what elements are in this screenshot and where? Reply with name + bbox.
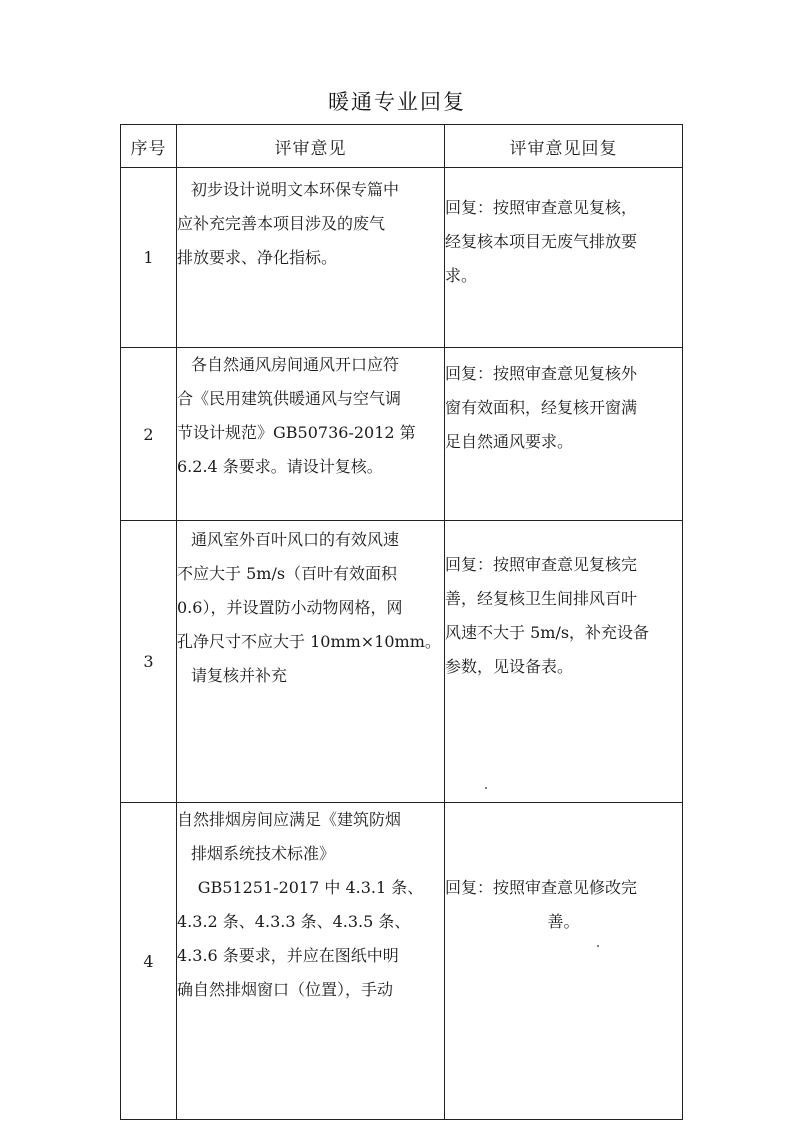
table-row: [121, 168, 683, 348]
opinion-line: GB51251-2017 中 4.3.1 条、: [197, 878, 424, 897]
reply-line: 风速不大于 5m/s，补充设备: [445, 623, 650, 642]
opinion-line: 自然排烟房间应满足《建筑防烟: [177, 810, 402, 829]
opinion-cell: [177, 521, 445, 803]
table-row: [121, 348, 683, 521]
opinion-line: 4.3.6 条要求，并应在图纸中明: [177, 946, 399, 965]
opinion-line: 孔净尺寸不应大于 10mm×10mm。: [177, 632, 441, 651]
row-number: 1: [121, 168, 177, 348]
opinion-line: 通风室外百叶风口的有效风速: [191, 530, 400, 549]
reply-line: 经复核本项目无废气排放要: [445, 232, 638, 251]
opinion-line: 确自然排烟窗口（位置），手动: [177, 980, 394, 999]
header-reply: 评审意见回复: [445, 125, 683, 168]
reply-line: 回复：按照审查意见复核，: [445, 198, 638, 217]
header-no: 序号: [121, 125, 177, 168]
opinion-line: 各自然通风房间通风开口应符: [191, 355, 400, 374]
review-table: [120, 124, 683, 1120]
reply-line: 参数，见设备表。: [445, 657, 574, 676]
scan-speck: [485, 787, 487, 789]
row-number: 4: [121, 803, 177, 1120]
table-row: [121, 521, 683, 803]
reply-line: 善，经复核卫生间排风百叶: [445, 589, 638, 608]
opinion-line: 应补充完善本项目涉及的废气: [177, 214, 386, 233]
reply-line: 善。: [547, 912, 580, 931]
reply-line: 足自然通风要求。: [445, 432, 574, 451]
opinion-line: 排放要求、净化指标。: [177, 248, 338, 267]
opinion-line: 6.2.4 条要求。请设计复核。: [177, 457, 383, 476]
reply-cell: [445, 168, 683, 348]
opinion-line: 初步设计说明文本环保专篇中: [191, 180, 400, 199]
reply-line: 回复：按照审查意见复核完: [445, 555, 638, 574]
opinion-cell: [177, 348, 445, 521]
scan-speck: [597, 945, 599, 947]
page-title: 暖通专业回复: [328, 90, 466, 114]
reply-cell: [445, 803, 683, 1120]
reply-line: 窗有效面积，经复核开窗满: [445, 398, 638, 417]
opinion-line: 4.3.2 条、4.3.3 条、4.3.5 条、: [177, 912, 411, 931]
reply-cell: [445, 521, 683, 803]
opinion-cell: [177, 803, 445, 1120]
opinion-line: 不应大于 5m/s（百叶有效面积: [177, 564, 398, 583]
opinion-line: 请复核并补充: [191, 666, 288, 685]
reply-line: 回复：按照审查意见修改完: [445, 878, 638, 897]
table-header-row: [121, 125, 683, 168]
opinion-line: 节设计规范》GB50736-2012 第: [177, 423, 416, 442]
opinion-cell: [177, 168, 445, 348]
row-number: 3: [121, 521, 177, 803]
reply-line: 求。: [445, 266, 478, 285]
reply-line: 回复：按照审查意见复核外: [445, 364, 638, 383]
opinion-line: 0.6），并设置防小动物网格，网: [177, 598, 403, 617]
row-number: 2: [121, 348, 177, 521]
table-row: [121, 803, 683, 1120]
opinion-line: 排烟系统技术标准》: [191, 844, 336, 863]
opinion-line: 合《民用建筑供暖通风与空气调: [177, 389, 402, 408]
header-opinion: 评审意见: [177, 125, 445, 168]
reply-cell: [445, 348, 683, 521]
